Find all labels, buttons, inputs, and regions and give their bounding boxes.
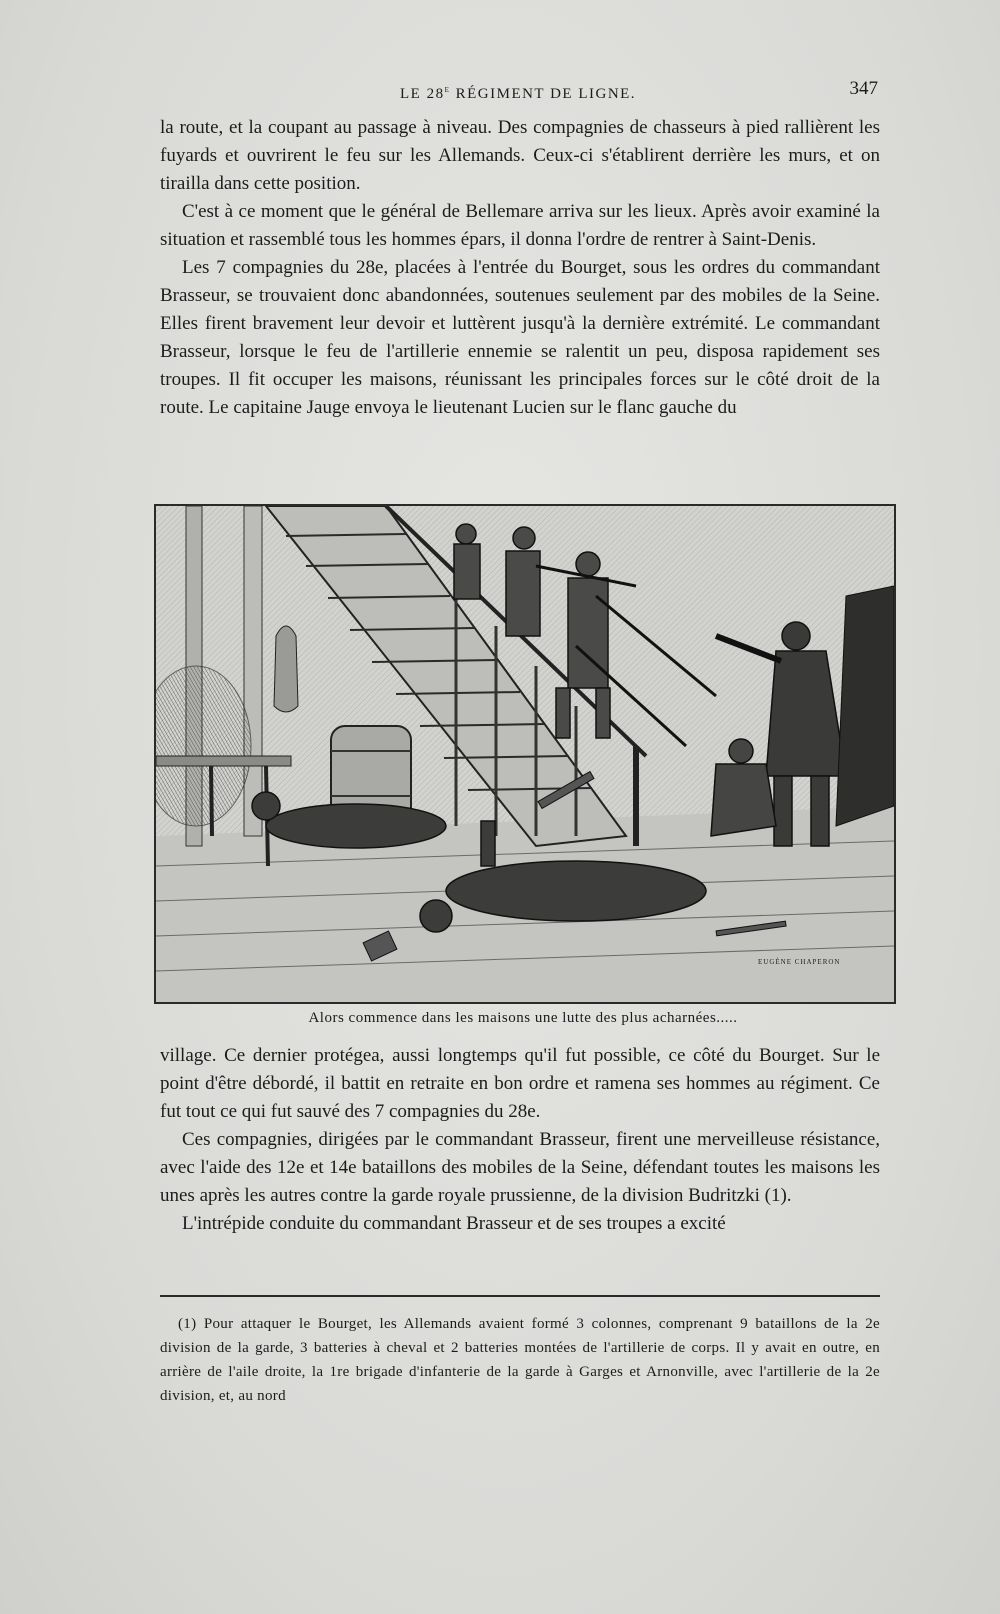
footnote: (1) Pour attaquer le Bourget, les Allemands avaient formé 3 colonnes, comprenant 9 bataillons de la 2e division de la garde, 3 batteries à cheval et 2 batteries montées de l'artillerie de corps. Il y avait en outre, en arrière de l'aile droite, la 1re brigade d'infanterie de la garde à Garges et Arnonville, avec l'artillerie de la 2e division, et, au nord (160, 1316, 880, 1404)
running-title-superscript: e (444, 84, 451, 95)
body-text-top (160, 114, 880, 422)
running-head (160, 78, 878, 108)
engraving-illustration (154, 504, 896, 1004)
running-title (400, 84, 636, 103)
engraving-drawing (156, 506, 894, 1002)
paragraph: Ces compagnies, dirigées par le commandant Brasseur, firent une merveilleuse résistance, avec l'aide des 12e et 14e bataillons des mobiles de la Seine, défendant toutes les maisons les unes après les autres contre la garde royale prussienne, de la division Budritzki (1). (160, 1129, 880, 1206)
paragraph: la route, et la coupant au passage à niveau. Des compagnies de chasseurs à pied rallièrent les fuyards et ouvrirent le feu sur les Allemands. Ceux-ci s'établirent derrière les murs, et on tirailla dans cette position. (160, 117, 880, 194)
paragraph: L'intrépide conduite du commandant Brasseur et de ses troupes a excité (182, 1213, 726, 1234)
paragraph: C'est à ce moment que le général de Bellemare arriva sur les lieux. Après avoir examiné la situation et rassemblé tous les hommes épars, il donna l'ordre de rentrer à Saint-Denis. (160, 201, 880, 250)
artist-signature: EUGÈNE CHAPERON (758, 958, 841, 966)
illustration-caption: Alors commence dans les maisons une lutte des plus acharnées..... (308, 1010, 738, 1026)
page-number: 347 (849, 78, 878, 99)
paragraph: Les 7 compagnies du 28e, placées à l'entrée du Bourget, sous les ordres du commandant Brasseur, se trouvaient donc abandonnées, soutenues seulement par des mobiles de la Seine. Elles firent bravement leur devoir et luttèrent jusqu'à la dernière extrémité. Le commandant Brasseur, lorsque le feu de l'artillerie ennemie se ralentit un peu, disposa rapidement ses troupes. Il fit occuper les maisons, réunissant les principales forces sur le côté droit de la route. Le capitaine Jauge envoya le lieutenant Lucien sur le flanc gauche du (160, 257, 880, 418)
body-text-bottom (160, 1042, 880, 1238)
footnote-rule (160, 1295, 880, 1297)
footnotes (160, 1312, 880, 1408)
running-title-main: LE 28 (400, 86, 445, 102)
paragraph: village. Ce dernier protégea, aussi longtemps qu'il fut possible, ce côté du Bourget. Sur le point d'être débordé, il battit en retraite en bon ordre et ramena ses hommes au régiment. Ce fut tout ce qui fut sauvé des 7 compagnies du 28e. (160, 1045, 880, 1122)
running-title-rest: RÉGIMENT DE LIGNE. (450, 86, 637, 102)
